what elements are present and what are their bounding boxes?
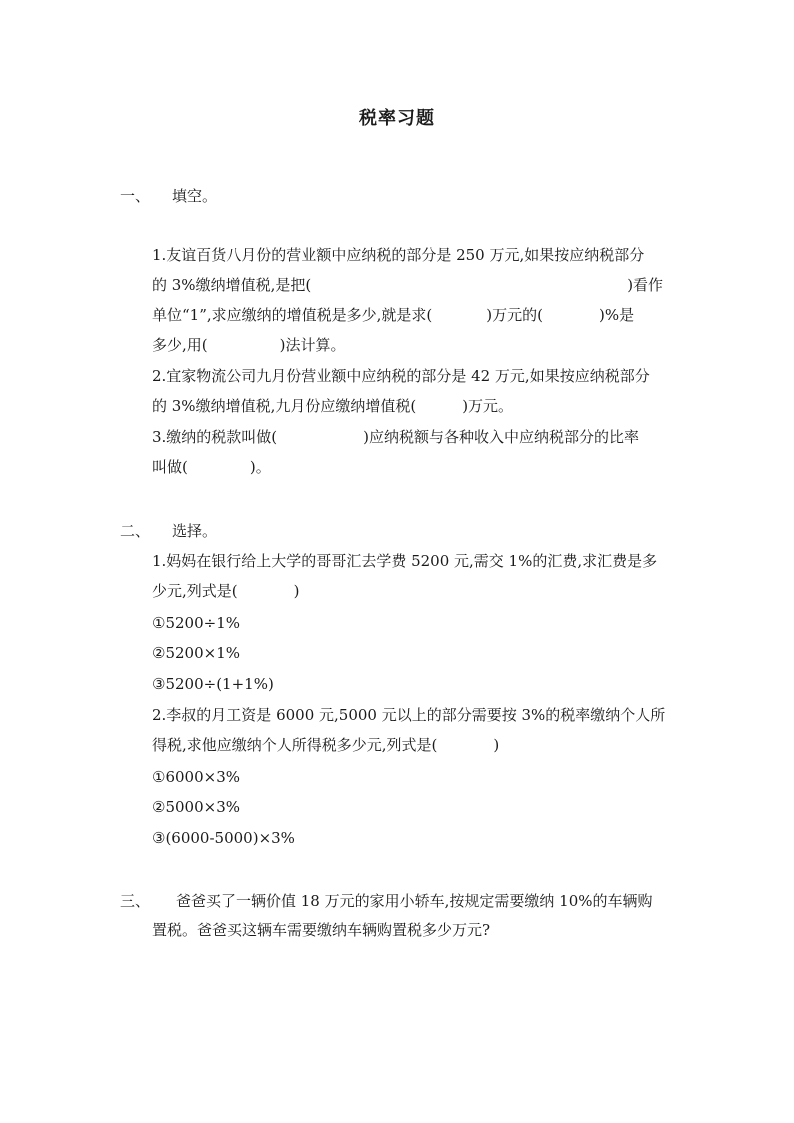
s2-q2-l2-text-a: 得税,求他应缴纳个人所得税多少元,列式是( (152, 736, 438, 754)
s2-q1-option-2[interactable]: ②5200×1% (152, 644, 240, 662)
s1-q3-l1-text-a: 3.缴纳的税款叫做( (152, 428, 278, 446)
s2-q2-option-3[interactable]: ③(6000-5000)×3% (152, 829, 295, 847)
s1-q2-l2-text-a: 的 3%缴纳增值税,九月份应缴纳增值税( (152, 397, 417, 415)
s1-q3-line2 (152, 457, 672, 477)
s2-q1-option-1[interactable]: ①5200÷1% (152, 614, 240, 632)
s2-q2-option-2[interactable]: ②5000×3% (152, 798, 240, 816)
s1-q1-l3-text-a: 单位“1”,求应缴纳的增值税是多少,就是求( (152, 306, 433, 324)
section-2-number: 二、 (120, 522, 151, 540)
s2-q1-option-3[interactable]: ③5200÷(1+1%) (152, 675, 274, 693)
s1-q1-l2-text-a: 的 3%缴纳增值税,是把( (152, 276, 312, 294)
s1-q1-l3-text-b: )万元的( (486, 306, 543, 324)
s1-q3-l2-text-a: 叫做( (152, 458, 188, 476)
section-1-title: 填空。 (172, 187, 218, 205)
s2-q1-l2-text-b: ) (293, 582, 300, 600)
section-3-number: 三、 (120, 892, 151, 910)
s1-q1-l3-text-c: )%是 (599, 306, 635, 324)
s3-line1: 爸爸买了一辆价值 18 万元的家用小轿车,按规定需要缴纳 10%的车辆购 (176, 892, 653, 910)
page-title: 税率习题 (359, 108, 435, 129)
section-2-title: 选择。 (172, 522, 218, 540)
s1-q2-line1: 2.宜家物流公司九月份营业额中应纳税的部分是 42 万元,如果按应纳税部分 (152, 367, 650, 385)
section-1-number: 一、 (120, 187, 151, 205)
s1-q1-line1: 1.友谊百货八月份的营业额中应纳税的部分是 250 万元,如果按应纳税部分 (152, 246, 645, 264)
s1-q2-l2-text-b: )万元。 (462, 397, 514, 415)
section-1-heading (120, 185, 217, 206)
section-2-heading (120, 520, 217, 541)
s1-q1-line4 (152, 335, 672, 355)
s2-q2-line2 (152, 735, 672, 755)
s2-q1-line2 (152, 581, 672, 601)
s1-q2-line2 (152, 396, 672, 416)
s1-q1-line3 (152, 305, 672, 325)
s1-q3-l1-text-b: )应纳税额与各种收入中应纳税部分的比率 (363, 428, 640, 446)
s1-q3-line1 (152, 427, 672, 447)
s2-q2-l2-text-b: ) (493, 736, 500, 754)
s2-q1-l2-text-a: 少元,列式是( (152, 582, 238, 600)
s2-q2-option-1[interactable]: ①6000×3% (152, 768, 240, 786)
s1-q3-l2-text-b: )。 (249, 458, 271, 476)
s1-q1-l2-text-b: )看作 (627, 276, 664, 294)
s3-line2: 置税。爸爸买这辆车需要缴纳车辆购置税多少万元? (152, 921, 491, 939)
s2-q1-line1: 1.妈妈在银行给上大学的哥哥汇去学费 5200 元,需交 1%的汇费,求汇费是多 (152, 552, 658, 570)
s1-q1-l4-text-b: )法计算。 (279, 336, 346, 354)
s2-q2-line1: 2.李叔的月工资是 6000 元,5000 元以上的部分需要按 3%的税率缴纳个人所 (152, 706, 666, 724)
s1-q1-l4-text-a: 多少,用( (152, 336, 208, 354)
s1-q1-line2 (152, 275, 672, 295)
section-3-heading (120, 890, 653, 911)
